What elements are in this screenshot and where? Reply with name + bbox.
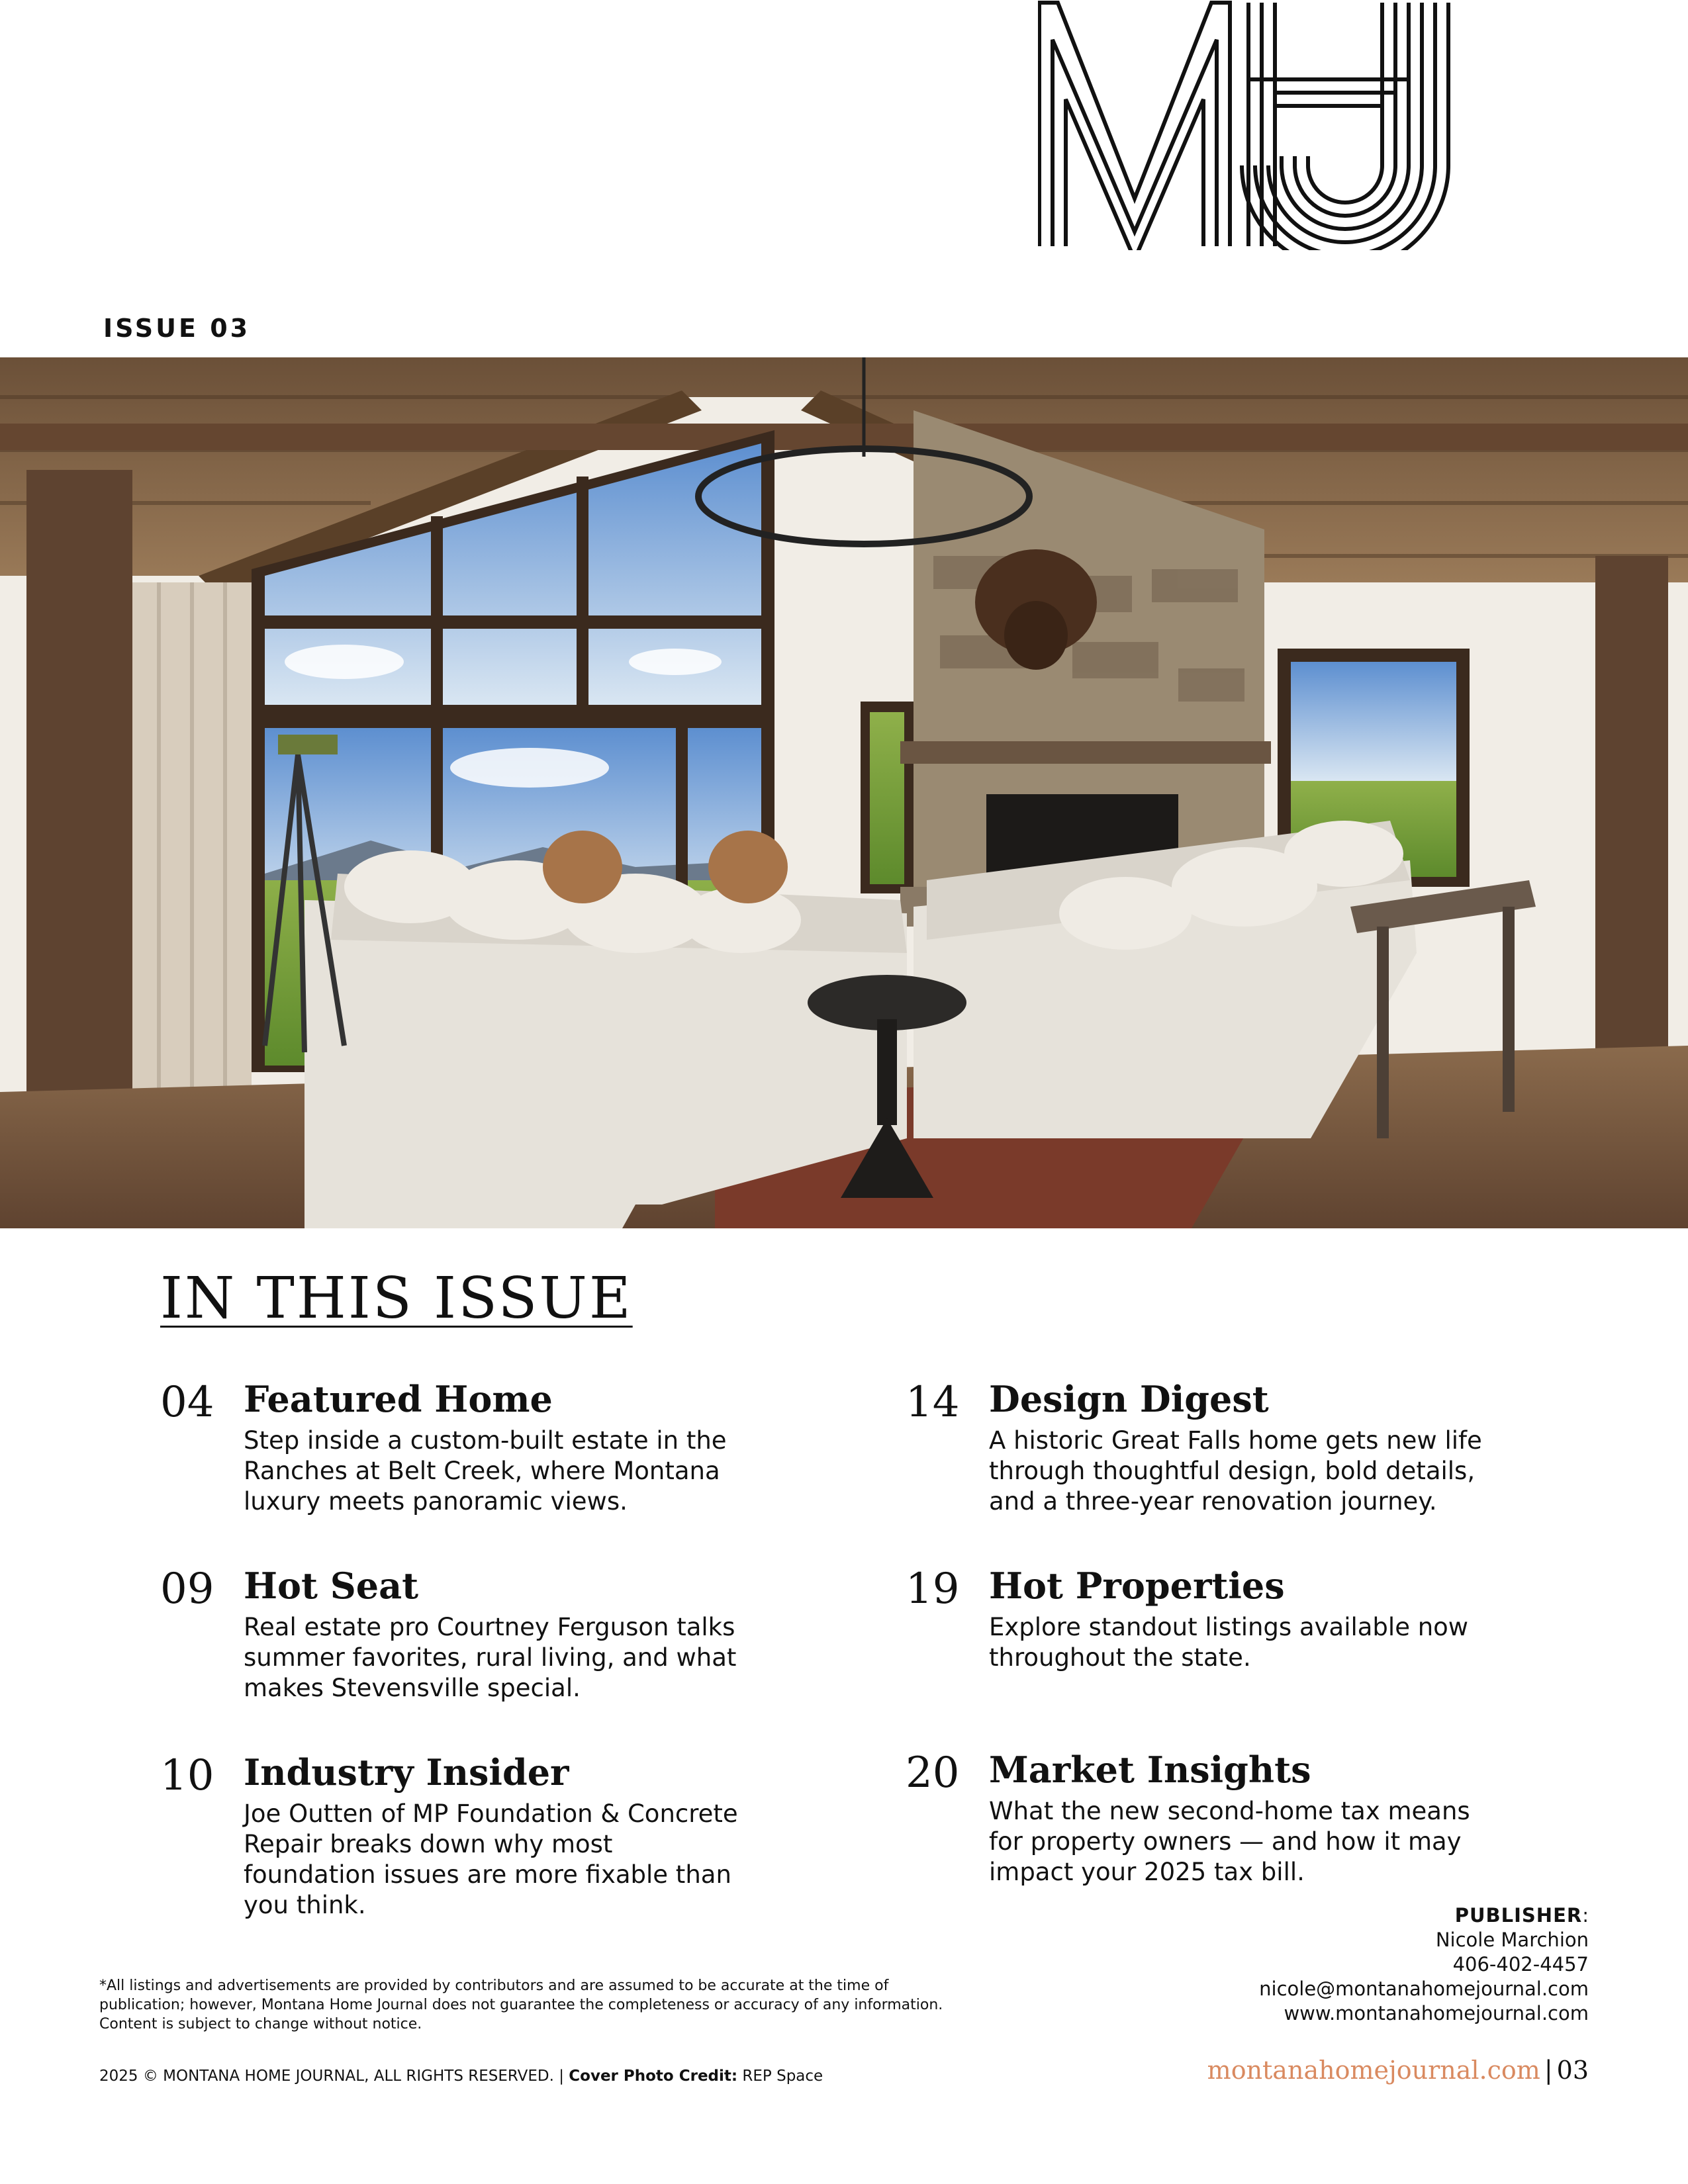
publisher-email[interactable]: nicole@montanahomejournal.com (1259, 1978, 1589, 2000)
toc-entry-description: Joe Outten of MP Foundation & Concrete Repair breaks down why most foundation issues are more fixable than you think. (244, 1799, 738, 1919)
publisher-website[interactable]: www.montanahomejournal.com (1284, 2002, 1589, 2025)
toc-entry-title: Industry Insider (244, 1751, 569, 1794)
issue-number: ISSUE 03 (103, 314, 251, 343)
footer-site-page (1207, 2056, 1589, 2085)
publisher-name: Nicole Marchion (1435, 1929, 1589, 1951)
toc-page-number: 14 (906, 1378, 960, 1427)
toc-entry-description: Real estate pro Courtney Ferguson talks summer favorites, rural living, and what makes Stevensville special. (244, 1613, 737, 1702)
copyright-text: 2025 © MONTANA HOME JOURNAL, ALL RIGHTS RESERVED. | (99, 2068, 564, 2085)
toc-heading: IN THIS ISSUE (160, 1265, 633, 1332)
toc-entry-title: Hot Seat (244, 1565, 419, 1607)
cover-photo (0, 357, 1688, 1228)
publisher-info: PUBLISHER: Nicole Marchion 406-402-4457 nicole@montanahomejournal.com www.montanahomejournal.com (1259, 1904, 1589, 2025)
publisher-phone[interactable]: 406-402-4457 (1452, 1953, 1589, 1976)
toc-page-number: 10 (160, 1751, 214, 1800)
mhj-logo (1038, 0, 1519, 250)
toc-entry-description: A historic Great Falls home gets new life through thoughtful design, bold details, and a three-year renovation journey. (989, 1426, 1482, 1516)
toc-entry-description: Step inside a custom-built estate in the Ranches at Belt Creek, where Montana luxury meets panoramic views. (244, 1426, 727, 1516)
disclaimer: *All listings and advertisements are provided by contributors and are assumed to be accurate at the time of publication; however, Montana Home Journal does not guarantee the completeness or accuracy of any information. Content is subject to change without notice. (99, 1978, 943, 2032)
photo-credit-label: Cover Photo Credit: (569, 2068, 738, 2085)
toc-page-number: 09 (160, 1565, 214, 1614)
publisher-label: PUBLISHER (1454, 1904, 1583, 1927)
footer-site-link[interactable]: montanahomejournal.com (1207, 2056, 1540, 2085)
toc-entry-title: Design Digest (989, 1378, 1269, 1420)
toc-entry-description: What the new second-home tax means for property owners — and how it may impact your 2025 tax bill. (989, 1797, 1470, 1886)
page-number: 03 (1556, 2056, 1589, 2085)
toc-page-number: 20 (906, 1749, 960, 1797)
toc-entry-title: Featured Home (244, 1378, 553, 1420)
footer-copyright (99, 2068, 823, 2085)
toc-page-number: 04 (160, 1378, 214, 1427)
footer-separator: | (1544, 2056, 1553, 2085)
toc-entry-title: Hot Properties (989, 1565, 1285, 1607)
toc-entry-title: Market Insights (989, 1749, 1311, 1791)
toc-entry-description: Explore standout listings available now throughout the state. (989, 1613, 1469, 1672)
photo-credit-value: REP Space (742, 2068, 823, 2085)
toc-page-number: 19 (906, 1565, 960, 1614)
